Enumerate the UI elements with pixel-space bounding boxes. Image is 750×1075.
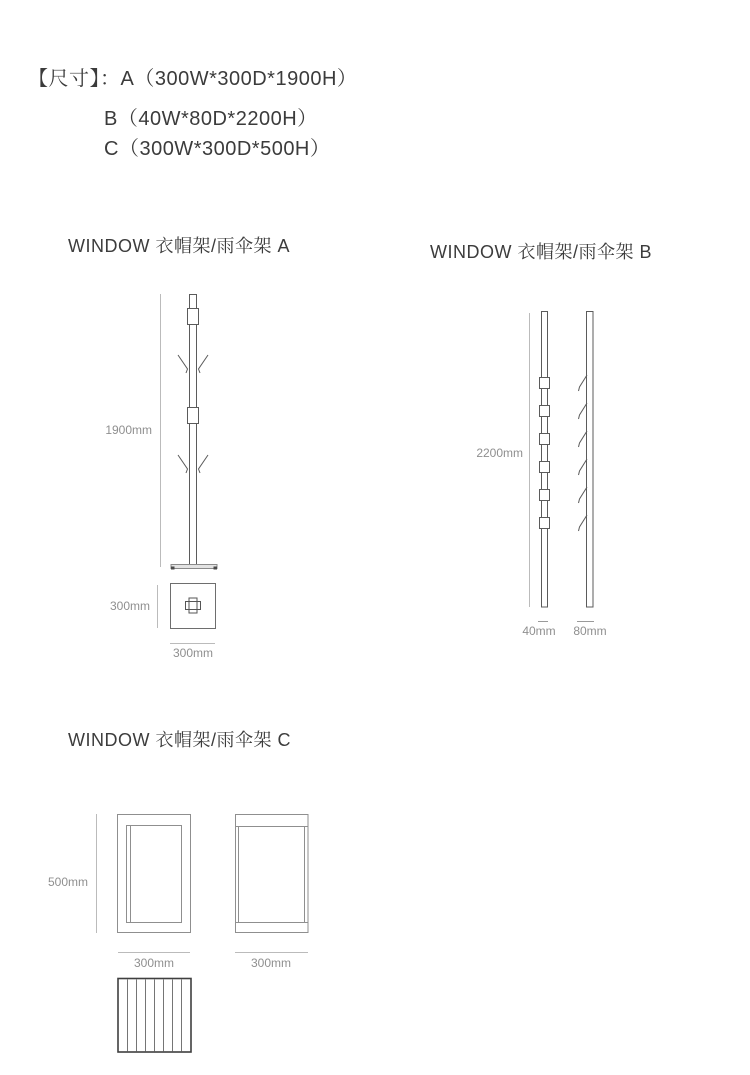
b-side-hook-3 <box>579 431 588 447</box>
a-base-depth-dimension-label: 300mm <box>172 646 213 660</box>
a-base-foot-right <box>214 567 218 570</box>
a-branch-hook-right-lower <box>199 455 209 473</box>
a-cross-center <box>189 602 197 610</box>
b-side-hook-4 <box>579 459 588 475</box>
b-height-dimension-label: 2200mm <box>476 446 523 460</box>
b-pole-side <box>587 312 594 608</box>
a-pole <box>190 295 197 567</box>
b-side-hook-1 <box>579 375 588 391</box>
a-branch-hook-left-upper <box>178 355 188 373</box>
drawing-c-views <box>97 814 309 1052</box>
spec-line-a: 【尺寸】：A（300W*300D*1900H） <box>28 68 358 90</box>
drawing-a-front-view <box>161 294 218 570</box>
c-height-dimension-label: 500mm <box>47 875 88 889</box>
a-base-foot-left <box>171 567 175 570</box>
c-side-outer <box>236 815 309 933</box>
spec-line-c: C（300W*300D*500H） <box>104 138 331 160</box>
b-side-hook-5 <box>579 487 588 503</box>
b-side-hook-6 <box>579 515 588 531</box>
b-hook-1 <box>540 378 550 389</box>
spec-line-b: B（40W*80D*2200H） <box>104 108 318 130</box>
a-branch-hook-left-lower <box>178 455 188 473</box>
a-branch-hook-right-upper <box>199 355 209 373</box>
b-pole-front <box>542 312 548 608</box>
b-hook-3 <box>540 434 550 445</box>
a-height-dimension-label: 1900mm <box>105 423 152 437</box>
b-hook-2 <box>540 406 550 417</box>
section-a-title: WINDOW 衣帽架/雨伞架 A <box>68 236 290 256</box>
b-pole-width-dimension-label: 40mm <box>522 624 556 638</box>
a-hook-block-top <box>188 309 199 325</box>
drawing-b-views <box>530 312 595 622</box>
b-pole-depth-dimension-label: 80mm <box>573 624 607 638</box>
a-hook-block-middle <box>188 408 199 424</box>
c-front-inner-panel <box>127 826 182 923</box>
b-hook-6 <box>540 518 550 529</box>
a-base-plate <box>171 565 217 569</box>
c-front-width-dimension-label: 300mm <box>133 956 174 970</box>
b-hook-5 <box>540 490 550 501</box>
section-b-title: WINDOW 衣帽架/雨伞架 B <box>430 242 652 262</box>
b-hook-4 <box>540 462 550 473</box>
section-c-title: WINDOW 衣帽架/雨伞架 C <box>68 730 291 750</box>
a-base-width-dimension-label: 300mm <box>109 599 150 613</box>
drawing-a-base-top-view <box>158 584 216 644</box>
b-side-hook-2 <box>579 403 588 419</box>
c-side-width-dimension-label: 300mm <box>250 956 291 970</box>
